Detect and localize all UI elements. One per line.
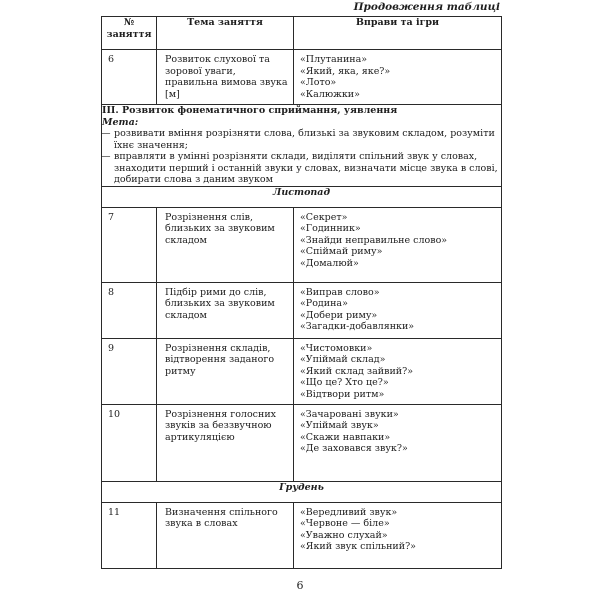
table-row: [102, 502, 502, 568]
game-item: «Родина»: [300, 298, 348, 309]
table-continued-label: Продовження таблиці: [353, 1, 500, 13]
lesson-games: [294, 404, 502, 481]
game-item: «Чистомовки»: [300, 342, 373, 354]
lesson-number: 11: [102, 502, 157, 568]
lessons-table: [101, 16, 502, 569]
lesson-number: 8: [102, 282, 157, 338]
lesson-games: [294, 282, 502, 338]
header-number: № заняття: [102, 17, 157, 50]
game-item: «Плутанина»: [300, 54, 368, 65]
game-item: «Знайди неправильне слово»: [300, 234, 448, 246]
month-label: Листопад: [102, 186, 502, 207]
lesson-games: [294, 207, 502, 282]
page-number: 6: [296, 579, 304, 592]
header-games: Вправи та ігри: [294, 17, 502, 50]
game-item: «Калюжки»: [300, 88, 360, 100]
game-item: «Що це? Хто це?»: [300, 377, 389, 388]
game-item: «Який, яка, яке?»: [300, 65, 391, 77]
goal-item: — вправляти в умінні розрізняти склади, виділяти спільний звук у словах, знаходити перший і останній звуки у словах, визначати місце звука в слові, добирати слова з даним звуком: [102, 151, 501, 186]
section-row: [102, 105, 502, 187]
goal-item-text: розвивати вміння розрізняти слова, близькі за звуковим складом, розуміти їхнє значення;: [114, 128, 495, 151]
lesson-topic: Розрізнення складів, відтворення заданого ритму: [157, 338, 294, 404]
table-row: [102, 50, 502, 105]
lesson-games: [294, 50, 502, 105]
game-item: «Відтвори ритм»: [300, 388, 385, 400]
game-item: «Де заховався звук?»: [300, 443, 408, 454]
lesson-number: 7: [102, 207, 157, 282]
game-item: «Виправ слово»: [300, 286, 380, 298]
game-item: «Який звук спільний?»: [300, 541, 416, 552]
game-item: «Який склад зайвий?»: [300, 365, 414, 377]
section-title: ІІІ. Розвиток фонематичного сприймання, уявлення: [102, 105, 398, 116]
section-goal-label: Мета:: [102, 116, 139, 128]
game-item: «Секрет»: [300, 211, 348, 223]
game-item: «Загадки-добавлянки»: [300, 321, 415, 332]
month-row: [102, 481, 502, 502]
table-row: [102, 207, 502, 282]
game-item: «Лото»: [300, 77, 337, 88]
game-item: «Червоне — біле»: [300, 518, 390, 529]
lesson-topic: Підбір рими до слів, близьких за звуковим складом: [157, 282, 294, 338]
month-row: [102, 186, 502, 207]
lesson-number: 6: [102, 50, 157, 105]
goal-item: — розвивати вміння розрізняти слова, близькі за звуковим складом, розуміти їхнє значення;: [102, 128, 501, 151]
game-item: «Уважно слухай»: [300, 529, 388, 541]
lesson-games: [294, 338, 502, 404]
game-item: «Добери риму»: [300, 309, 378, 321]
game-item: «Скажи навпаки»: [300, 431, 391, 443]
lesson-number: 10: [102, 404, 157, 481]
table-row: [102, 282, 502, 338]
lesson-games: [294, 502, 502, 568]
section-cell: [102, 105, 502, 187]
game-item: «Упіймай склад»: [300, 354, 386, 365]
goal-item-text: вправляти в умінні розрізняти склади, виділяти спільний звук у словах, знаходити перший і останній звуки у словах, визначати місце звука в слові, добирати слова з даним звуком: [114, 151, 498, 185]
lesson-topic: Розрізнення слів, близьких за звуковим складом: [157, 207, 294, 282]
game-item: «Домалюй»: [300, 257, 359, 269]
header-topic: Тема заняття: [157, 17, 294, 50]
table-row: [102, 338, 502, 404]
game-item: «Зачаровані звуки»: [300, 408, 399, 420]
game-item: «Упіймай звук»: [300, 420, 379, 431]
game-item: «Годинник»: [300, 223, 361, 234]
table-row: [102, 404, 502, 481]
lesson-topic: Розрізнення голосних звуків за беззвучною артикуляцією: [157, 404, 294, 481]
game-item: «Спіймай риму»: [300, 246, 383, 257]
game-item: «Вередливий звук»: [300, 506, 398, 518]
lesson-number: 9: [102, 338, 157, 404]
lesson-topic: Визначення спільного звука в словах: [157, 502, 294, 568]
month-label: Грудень: [102, 481, 502, 502]
table-header-row: [102, 17, 502, 50]
lesson-topic: Розвиток слухової та зорової уваги, правильна вимова звука [м]: [157, 50, 294, 105]
